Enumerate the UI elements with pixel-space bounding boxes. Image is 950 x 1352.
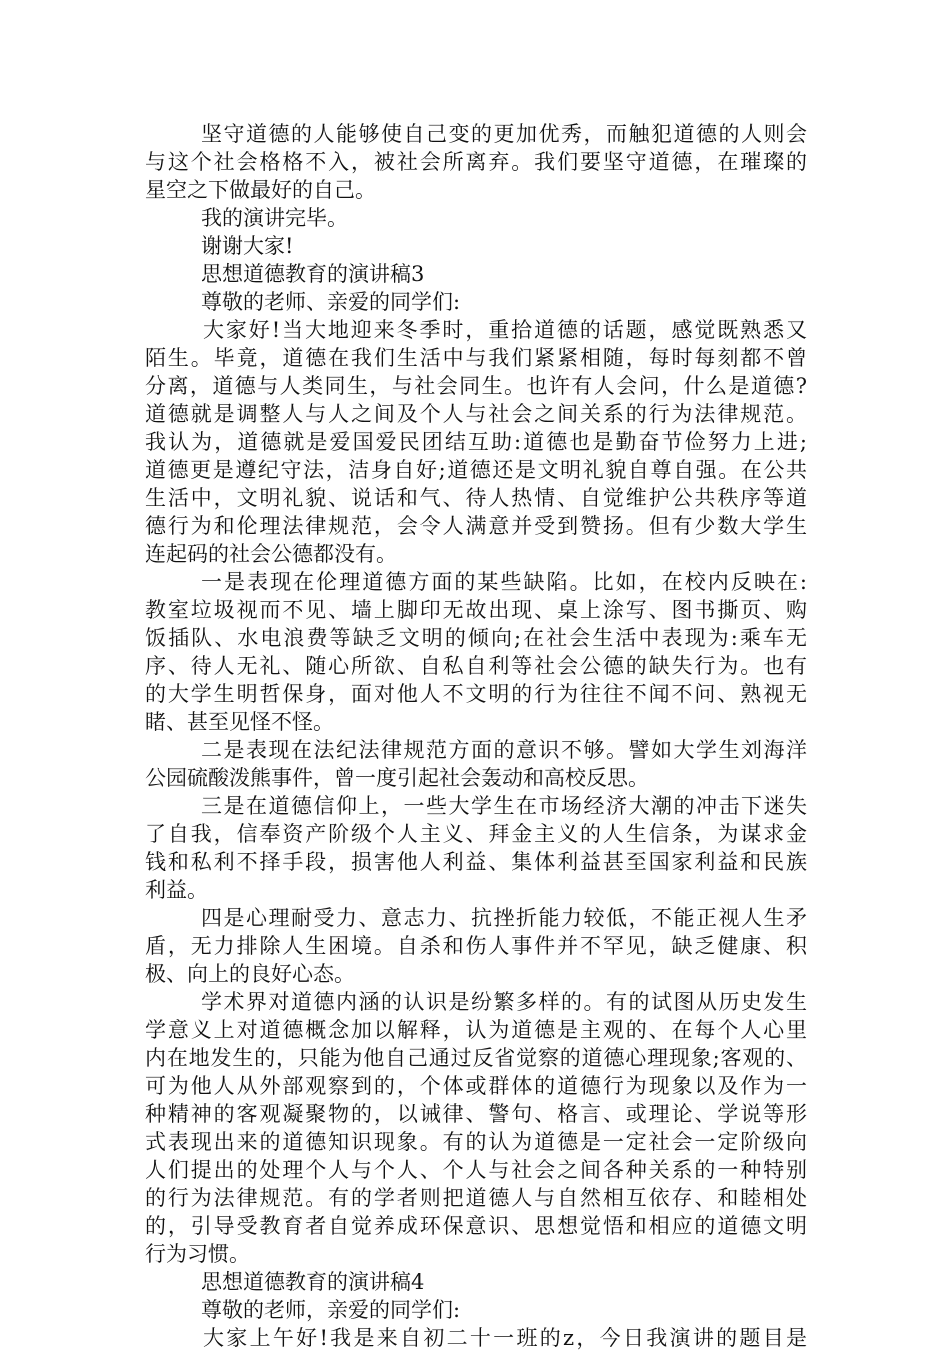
paragraph-line: 我认为，道德就是爱国爱民团结互助:道德也是勤奋节俭努力上进;: [145, 430, 807, 454]
paragraph-line: 大家好!当大地迎来冬季时，重拾道德的话题，感觉既熟悉又: [203, 318, 807, 342]
paragraph-line: 一是表现在伦理道德方面的某些缺陷。比如，在校内反映在:: [201, 570, 807, 594]
paragraph-line: 道德更是遵纪守法，洁身自好;道德还是文明礼貌自尊自强。在公共: [145, 458, 807, 482]
paragraph-line: 的，引导受教育者自觉养成环保意识、思想觉悟和相应的道德文明: [145, 1214, 807, 1238]
paragraph-line: 极、向上的良好心态。: [145, 962, 355, 986]
paragraph-line: 种精神的客观凝聚物的，以诫律、警句、格言、或理论、学说等形: [145, 1102, 807, 1126]
paragraph-line: 饭插队、水电浪费等缺乏文明的倾向;在社会生活中表现为:乘车无: [145, 626, 807, 650]
paragraph-line: 盾，无力排除人生困境。自杀和伤人事件并不罕见，缺乏健康、积: [145, 934, 807, 958]
paragraph-line: 可为他人从外部观察到的，个体或群体的道德行为现象以及作为一: [145, 1074, 807, 1098]
salutation: 尊敬的老师，亲爱的同学们:: [201, 1298, 461, 1322]
paragraph-line: 学意义上对道德概念加以解释，认为道德是主观的、在每个人心里: [145, 1018, 807, 1042]
paragraph-line: 陌生。毕竟，道德在我们生活中与我们紧紧相随，每时每刻都不曾: [145, 346, 807, 370]
paragraph-line: 生活中，文明礼貌、说话和气、待人热情、自觉维护公共秩序等道: [145, 486, 807, 510]
paragraph-line: 连起码的社会公德都没有。: [145, 542, 397, 566]
paragraph-line: 三是在道德信仰上，一些大学生在市场经济大潮的冲击下迷失: [201, 794, 807, 818]
paragraph-line: 坚守道德的人能够使自己变的更加优秀，而触犯道德的人则会: [201, 122, 807, 146]
paragraph-line: 了自我，信奉资产阶级个人主义、拜金主义的人生信条，为谋求金: [145, 822, 807, 846]
paragraph-line: 谢谢大家!: [201, 234, 294, 258]
paragraph-line: 分离，道德与人类同生，与社会同生。也许有人会问，什么是道德?: [145, 374, 807, 398]
section-title: 思想道德教育的演讲稿3: [201, 262, 425, 286]
paragraph-line: 公园硫酸泼熊事件，曾一度引起社会轰动和高校反思。: [145, 766, 649, 790]
paragraph-line: 二是表现在法纪法律规范方面的意识不够。譬如大学生刘海洋: [201, 738, 807, 762]
paragraph-line: 的大学生明哲保身，面对他人不文明的行为往往不闻不问、熟视无: [145, 682, 807, 706]
paragraph-line: 我的演讲完毕。: [201, 206, 348, 230]
paragraph-line: 行为习惯。: [145, 1242, 250, 1266]
paragraph-line: 睹、甚至见怪不怪。: [145, 710, 334, 734]
paragraph-line: 大家上午好!我是来自初二十一班的z，今日我演讲的题目是: [203, 1326, 807, 1350]
paragraph-line: 道德就是调整人与人之间及个人与社会之间关系的行为法律规范。: [145, 402, 807, 426]
paragraph-line: 式表现出来的道德知识现象。有的认为道德是一定社会一定阶级向: [145, 1130, 807, 1154]
paragraph-line: 内在地发生的，只能为他自己通过反省觉察的道德心理现象;客观的、: [145, 1046, 807, 1070]
section-title: 思想道德教育的演讲稿4: [201, 1270, 425, 1294]
paragraph-line: 四是心理耐受力、意志力、抗挫折能力较低，不能正视人生矛: [201, 906, 807, 930]
salutation: 尊敬的老师、亲爱的同学们:: [201, 290, 461, 314]
paragraph-line: 钱和私利不择手段，损害他人利益、集体利益甚至国家利益和民族: [145, 850, 807, 874]
paragraph-line: 星空之下做最好的自己。: [145, 178, 376, 202]
paragraph-line: 利益。: [145, 878, 208, 902]
paragraph-line: 德行为和伦理法律规范，会令人满意并受到赞扬。但有少数大学生: [145, 514, 807, 538]
paragraph-line: 的行为法律规范。有的学者则把道德人与自然相互依存、和睦相处: [145, 1186, 807, 1210]
paragraph-line: 序、待人无礼、随心所欲、自私自利等社会公德的缺失行为。也有: [145, 654, 807, 678]
paragraph-line: 学术界对道德内涵的认识是纷繁多样的。有的试图从历史发生: [201, 990, 807, 1014]
document-page: [145, 120, 807, 1352]
paragraph-line: 与这个社会格格不入，被社会所离弃。我们要坚守道德，在璀璨的: [145, 150, 807, 174]
paragraph-line: 教室垃圾视而不见、墙上脚印无故出现、桌上涂写、图书撕页、购: [145, 598, 807, 622]
paragraph-line: 人们提出的处理个人与个人、个人与社会之间各种关系的一种特别: [145, 1158, 807, 1182]
